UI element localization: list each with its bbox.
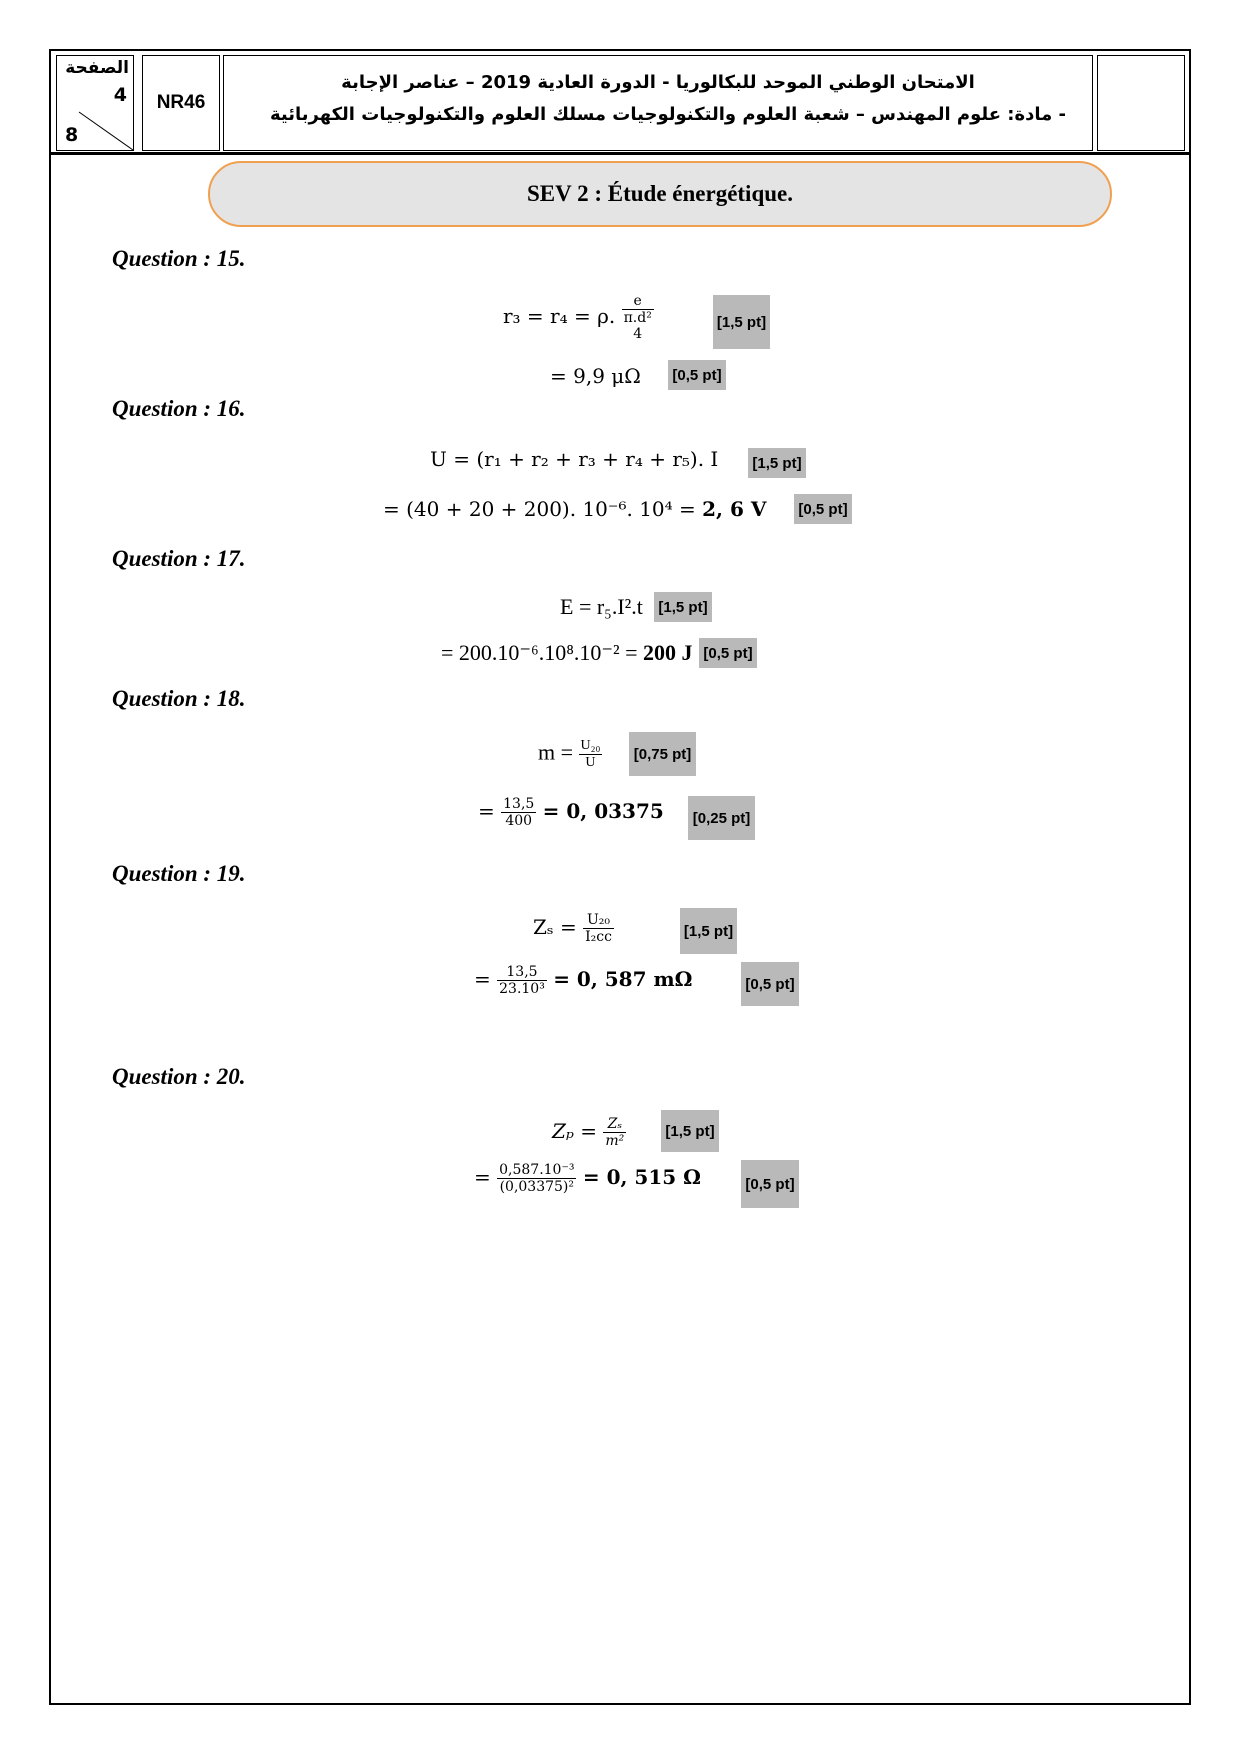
question-label: Question : 16. [112, 396, 246, 421]
points-badge: [0,5 pt] [741, 1160, 799, 1208]
points-badge: [0,5 pt] [668, 360, 726, 390]
equation-q18-b: = $\frac{13,5}{400}$ = 0, 03375 [478, 796, 664, 830]
equation-q17-a: E = r₅.I².t [560, 594, 643, 619]
fraction: $\frac{13,5}{\text{23.10³}}$ [499, 964, 545, 998]
points-badge: [0,5 pt] [741, 962, 799, 1006]
question-label: Question : 19. [112, 861, 246, 886]
points-badge: [1,5 pt] [680, 908, 737, 954]
equation-q16-b: = (40 + 20 + 200). 10⁻⁶. 10⁴ = 2, 6 V [383, 497, 767, 521]
equation-q20-b: = $\frac{\text{0,587.10⁻³}}{\text{(0,03375)²}}$ = 0, 515 Ω [474, 1162, 701, 1196]
points-badge: [1,5 pt] [748, 448, 806, 478]
page-total: 8 [65, 124, 79, 146]
page-current: 4 [113, 84, 127, 106]
points-badge: [1,5 pt] [654, 592, 712, 622]
fraction: $\frac{\text{U₂₀}}{\text{I₂cc}}$ [585, 912, 612, 946]
blank-box [1097, 55, 1185, 151]
equation-q19-b: = $\frac{13,5}{\text{23.10³}}$ = 0, 587 mΩ [474, 964, 693, 998]
equation-q15-a: r₃ = r₄ = ρ. e π.d² 4 [503, 293, 652, 343]
page-label: الصفحة [65, 58, 129, 78]
fraction: $\frac{\text{Zₛ}}{\text{m²}}$ [605, 1116, 625, 1150]
points-badge: [1,5 pt] [661, 1110, 719, 1152]
title-line-1: الامتحان الوطني الموحد للبكالوريا - الدورة العادية 2019 – عناصر الإجابة [341, 72, 975, 93]
question-label: Question : 20. [112, 1064, 246, 1089]
section-title: SEV 2 : Étude énergétique. [208, 161, 1112, 227]
points-badge: [0,5 pt] [699, 638, 757, 668]
page-header [51, 51, 1189, 155]
points-badge: [0,75 pt] [629, 732, 696, 776]
fraction: e π.d² 4 [623, 293, 652, 343]
exam-code: NR46 [142, 55, 220, 151]
question-label: Question : 18. [112, 686, 246, 711]
title-line-2: - مادة: علوم المهندس – شعبة العلوم والتكنولوجيات مسلك العلوم والتكنولوجيات الكهربائية [269, 104, 1066, 125]
equation-q15-b: = 9,9 μΩ [550, 364, 641, 388]
exam-title [223, 55, 1093, 151]
question-label: Question : 15. [112, 246, 246, 271]
points-badge: [1,5 pt] [713, 295, 770, 349]
points-badge: [0,5 pt] [794, 494, 852, 524]
points-badge: [0,25 pt] [688, 796, 755, 840]
equation-q18-a: m = $\frac{\text{U₂₀}}{U}$ [538, 738, 601, 771]
equation-q17-b: = 200.10⁻⁶.10⁸.10⁻² = 200 J [441, 640, 693, 665]
fraction: $\frac{\text{0,587.10⁻³}}{\text{(0,03375)²}}$ [499, 1162, 575, 1196]
fraction: $\frac{\text{U₂₀}}{U}$ [580, 738, 601, 771]
equation-q16-a: U = (r₁ + r₂ + r₃ + r₄ + r₅). I [430, 447, 719, 471]
page-number-box [56, 55, 134, 151]
question-label: Question : 17. [112, 546, 246, 571]
equation-q20-a: Zₚ = $\frac{\text{Zₛ}}{\text{m²}}$ [552, 1116, 625, 1150]
fraction: $\frac{13,5}{400}$ [503, 796, 535, 830]
equation-q19-a: Zₛ = $\frac{\text{U₂₀}}{\text{I₂cc}}$ [533, 912, 612, 946]
